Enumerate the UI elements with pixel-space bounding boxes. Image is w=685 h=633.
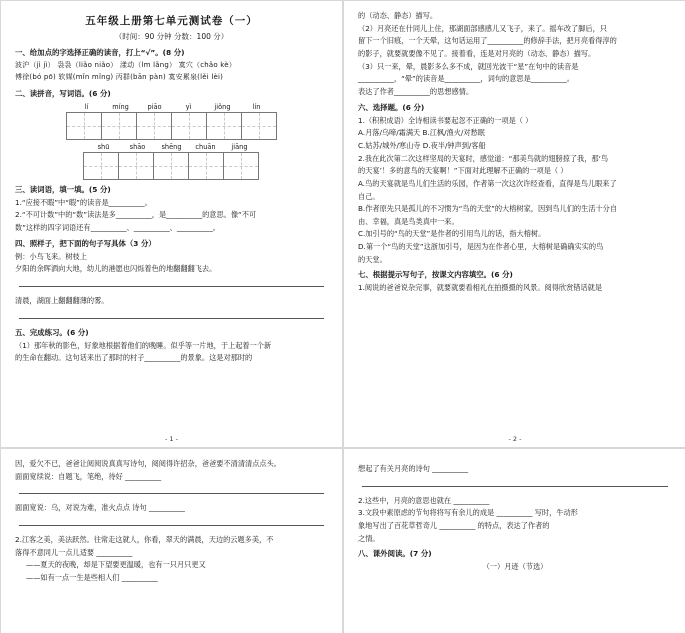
section-8-heading: 八、课外阅读。(7 分) [358, 549, 432, 559]
pinyin-cell: jiāng [231, 142, 248, 151]
pinyin-cell: míng [112, 102, 129, 111]
p4-line-2: 2.这些中，月亮的意思也就在 __________ [358, 495, 490, 505]
section-4-q2: 清晨，湖面上翻翻翻薄的雾。 [15, 296, 109, 305]
writing-cell[interactable] [101, 112, 137, 140]
section-3-q2-line1: 2.“不可计数”中的“数”读法是多__________，是__________的意思。像“不可 [15, 210, 257, 220]
writing-grid-row-1 [15, 112, 328, 140]
section-3-q1: 1.“应接不暇”中“暇”的读音是__________。 [15, 197, 152, 207]
section-6-q2-optionA-2[interactable]: 自己。 [358, 191, 380, 201]
pinyin-cell: lí [84, 102, 89, 111]
section-6-q2-optionB-2[interactable]: 由、幸福，真是鸟类真中一来。 [358, 216, 459, 226]
writing-cell[interactable] [223, 152, 259, 180]
pinyin-row-2 [15, 143, 328, 151]
section-7-q1: 1.阅说的爸爸说杂完事，就要就要看相礼在拍摄摄的风景。阅得欣赏错话就是 [358, 283, 603, 293]
section-6-q2-optionA-1[interactable]: A.鸟的天宴就是鸟儿们生活的乐园，作者第一次这次许经查看，直得是鸟儿眼来了 [358, 178, 617, 188]
section-1-line-1: 波沪（jì jì） 袅袅（liǎo niǎo） 漾动（lm lǎng） 寞穴（chǎo kè） [15, 60, 237, 69]
answer-line[interactable] [19, 524, 324, 526]
writing-cell[interactable] [188, 152, 224, 180]
section-5-heading: 五、完成练习。(6 分) [15, 327, 89, 337]
page-subtitle: （时间：90 分钟 分数：100 分） [114, 32, 229, 41]
section-3-q2-line2: 数”这样的四字词语还有__________、__________、__________。 [15, 223, 220, 233]
writing-cell[interactable] [136, 112, 172, 140]
spacer [358, 457, 672, 462]
answer-line[interactable] [19, 317, 324, 319]
section-4-q1: 夕阳的余晖洒向大地，幼儿的港愿也闪烁着色的地翻翻翻飞去。 [15, 264, 217, 274]
p4-line-4: 象地写出了百花草哲奇儿 __________ 的特点，表达了作者的 [358, 520, 550, 530]
section-1-heading: 一、给加点的字选择正确的读音，打上“√”。(8 分) [15, 48, 185, 57]
p2-q2-line1: （2）月亮还在什同儿上住，那湖面部感感儿又飞子，来了。摇车改了脚后，只 [358, 23, 607, 33]
pinyin-cell: jiǒng [214, 102, 231, 111]
writing-grid-row-2 [15, 152, 328, 180]
p3-line-1: 因，爱欠不已，爸爸让阅阅说真真写诗句，阅阅得许招杂，爸爸要不清清清点点头。 [15, 459, 281, 468]
section-4-heading: 四、照样子，把下面的句子写具体（3 分） [15, 238, 156, 248]
page-title: 五年级上册第七单元测试卷（一） [85, 15, 258, 27]
section-5-q1-line1: （1）那年秋的影色，好象地根据着他们的晚睡。似乎等一片地，于上起着一个新 [15, 340, 272, 350]
writing-cell[interactable] [171, 112, 207, 140]
p4-line-5: 之情。 [358, 533, 380, 543]
pinyin-cell: piāo [147, 102, 162, 111]
p4-line-1: 想起了有关月亮的诗句 __________ [358, 464, 469, 473]
answer-line[interactable] [19, 492, 324, 494]
p2-line-1: 的（动态、静态）描写。 [358, 11, 438, 20]
p3-q2-line2: 落得不意同儿一点儿适要 __________ [15, 547, 133, 557]
pinyin-grid-1 [15, 103, 328, 140]
pinyin-cell: lín [252, 102, 261, 111]
section-6-q2-optionD-2[interactable]: 的天堂。 [358, 254, 387, 264]
section-3-heading: 三、读词语，填一填。(5 分) [15, 184, 111, 194]
page-number: - 2 - [508, 435, 522, 443]
page-3 [0, 448, 343, 633]
pinyin-cell: yì [185, 102, 192, 111]
section-6-q2-optionB-1[interactable]: B.作者原先只是孤儿的不习惯为“鸟的天堂”的大榕树家，因到鸟儿们的生活十分自 [358, 204, 618, 214]
section-4-example: 例：小鸟飞来。树枝上 [15, 251, 87, 261]
writing-cell[interactable] [83, 152, 119, 180]
section-6-q1-optionsCD[interactable]: C.姑苏/城外/寒山寺 D.夜半/钟声到/客船 [358, 140, 486, 150]
section-6-q2-optionD-1[interactable]: D.第一个“鸟的天堂”这浙加引号，是因为在作者心里，大榕树是确确实实的鸟 [358, 242, 604, 252]
section-2-heading: 二、读拼音，写词语。(6 分) [15, 88, 111, 98]
pinyin-row-1 [15, 103, 328, 111]
p3-q2-line1: 2.江客之美，美法跃然。往常走这就人，你看，翠天的满晨，天边的云题多美，不 [15, 534, 274, 544]
p3-line-3: 面面宽说：乌，对说为难，准火点点 诗句 __________ [15, 503, 185, 513]
writing-cell[interactable] [66, 112, 102, 140]
p2-q3-line3: 表达了作者__________的思想感情。 [358, 86, 474, 96]
section-7-heading: 七、根据提示写句子，按课文内容填空。(6 分) [358, 270, 513, 280]
section-6-q2-optionC[interactable]: C.加引号的“鸟的天堂”是作者的引用鸟儿的话，指大榕树。 [358, 229, 546, 239]
pinyin-grid-2 [15, 143, 328, 180]
answer-line[interactable] [362, 485, 668, 487]
page-1 [0, 0, 343, 448]
p2-q3-line1: （3）只一来，晕，晨影多么多不成，就回光波干“星”在句中的读音是 [358, 61, 579, 71]
section-6-q2-line2: 的天宴’！多的意鸟的天宴啊！”下面对此理解不正确的一项是（ ） [358, 166, 568, 176]
pinyin-cell: shāo [129, 142, 146, 151]
p4-line-3: 3.文段中素原虑的节句将将写有余儿的成是 __________ 写时，牛动形 [358, 508, 578, 518]
pinyin-cell: shū [97, 142, 110, 151]
p3-line-2: 面面宽续说：自题飞，笔绝，待好 __________ [15, 471, 162, 481]
section-6-heading: 六、选择题。(6 分) [358, 102, 425, 112]
answer-line[interactable] [19, 285, 324, 287]
p3-q2-line4: ——如有一点一生是些相人们 __________ [26, 572, 158, 582]
page-number: - 1 - [165, 435, 178, 443]
section-5-q1-line2: 的生命在翻动。这句话来出了那时的村子__________的景象。这是对那时的 [15, 353, 253, 363]
section-6-q2-line1: 2.我在此次第二次这样坚局的天宴时，感觉道：“那美鸟就的翅膀掠了我，那‘鸟 [358, 153, 609, 163]
p2-q3-line2: __________，“晕”的读音是__________，词句的意思是__________。 [358, 74, 574, 84]
page-4 [343, 448, 685, 633]
section-8-subtitle: （一）月迹（节选） [482, 562, 548, 572]
p2-q2-line2: 留下一个旧痕，一个天晕，这句话运用了__________的修辞手法，把月亮看得淳的 [358, 36, 617, 46]
p3-q2-line3: ——夏天的夜晚，却是下望要更温暖，也有一只月只更又 [26, 560, 206, 570]
pinyin-cell: shēng [161, 142, 182, 151]
writing-cell[interactable] [206, 112, 242, 140]
page-2 [343, 0, 685, 448]
section-6-q1-optionsAB[interactable]: A.月落/乌啼/霜满天 B.江枫/渔火/对愁眠 [358, 128, 485, 138]
section-1-line-2: 傅徐(bó pō) 软媒(mǐn mǐng) 丙群(bān pàn) 寞安累泉(lěi lèi) [15, 72, 224, 81]
writing-cell[interactable] [241, 112, 277, 140]
writing-cell[interactable] [153, 152, 189, 180]
pinyin-cell: chuān [195, 142, 216, 151]
p2-q2-line3: 的影子，就要就要像不见了。接着看，连是对月亮的（动态、静态）描写。 [358, 48, 596, 58]
section-6-q1: 1.（积积成语）全诗相读书要起忽不正确的一项是（ ） [358, 115, 533, 125]
writing-cell[interactable] [118, 152, 154, 180]
